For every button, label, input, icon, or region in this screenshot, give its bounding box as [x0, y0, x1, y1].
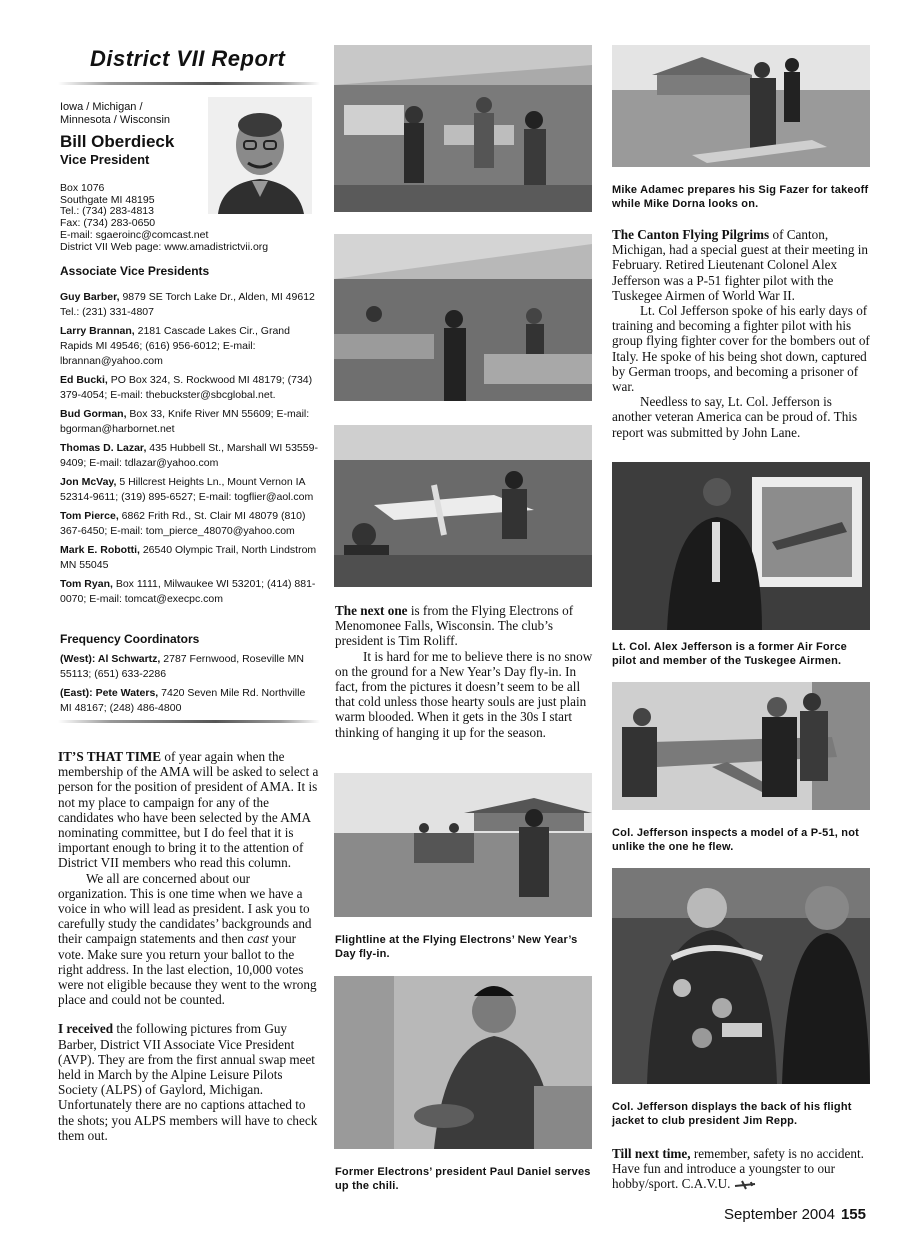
paragraph-election: IT’S THAT TIME of year again when the membership of the AMA will be asked to select a person for the position of president of AMA. It is not my place to campaign for any of the candidates who have been selected by the AMA nominating committee, but I do feel that it is important enough to bring it to the attention of District VII members who read this column. — [58, 749, 319, 871]
paragraph-till-next-time: Till next time, remember, safety is no accident. Have fun and introduce a youngster to our hobby/sport. C.A.V.U. — [612, 1146, 864, 1192]
associate-entry: Tom Pierce, 6862 Frith Rd., St. Clair MI 48079 (810) 367-6450; E-mail: tom_pierce_48070@yahoo.com — [60, 510, 306, 537]
contact-line: E-mail: sgaeroinc@comcast.net — [60, 228, 209, 241]
caption-jefferson-1: Lt. Col. Alex Jefferson is a former Air Force pilot and member of the Tuskegee Airmen. — [612, 641, 847, 667]
jefferson-photo-3 — [612, 868, 870, 1084]
photo-image — [612, 45, 870, 167]
adamec-photo — [612, 45, 870, 167]
jefferson-photo-1 — [612, 462, 870, 630]
region-line: Minnesota / Wisconsin — [60, 114, 171, 126]
swap-meet-photo-1 — [334, 45, 592, 212]
flightline-photo — [334, 773, 592, 917]
article-column-2 — [335, 603, 593, 740]
caption-jefferson-3: Col. Jefferson displays the back of his flight jacket to club president Jim Repp. — [612, 1101, 852, 1127]
associate-entry: Guy Barber, 9879 SE Torch Lake Dr., Alden, MI 49612 Tel.: (231) 331-4807 — [60, 291, 315, 318]
photo-image — [334, 976, 592, 1149]
associate-entry: Bud Gorman, Box 33, Knife River MN 55609; E-mail: bgorman@harbornet.net — [60, 408, 310, 435]
coordinator-entry: (West): Al Schwartz, 2787 Fernwood, Roseville MN 55113; (651) 633-2286 — [60, 653, 304, 680]
region-line: Iowa / Michigan / — [60, 101, 143, 113]
contact-line: Southgate MI 48195 — [60, 193, 155, 206]
sidebar-bottom-rule — [58, 720, 320, 723]
paragraph-canton: The Canton Flying Pilgrims of Canton, Michigan, had a special guest at their meeting in February. Retired Lieutenant Colonel Alex Jefferson was a P-51 fighter pilot with the Tuskegee Airmen of World War II. — [612, 227, 868, 303]
caption-flightline: Flightline at the Flying Electrons’ New Year’s Day fly-in. — [335, 934, 578, 960]
caption-adamec: Mike Adamec prepares his Sig Fazer for takeoff while Mike Dorna looks on. — [612, 184, 869, 210]
paragraph-vote: We all are concerned about our organization. This is one time when we have a voice in who will lead as president. I ask you to carefully study the candidates’ backgrounds and their campaign statements and then cast your vote. Make sure you return your ballot to the right address. In the last election, 10,000 votes were not eligible because they went to the wrong place and could not be counted. — [58, 870, 317, 1008]
vice-president-title: Vice President — [60, 152, 150, 167]
vice-president-portrait — [208, 97, 312, 214]
coordinator-entry: (East): Pete Waters, 7420 Seven Mile Rd. Northville MI 48167; (248) 486-4800 — [60, 687, 306, 714]
photo-image — [612, 868, 870, 1084]
article-closing — [612, 1146, 870, 1193]
photo-image — [334, 773, 592, 917]
associate-entry: Larry Brannan, 2181 Cascade Lakes Cir., Grand Rapids MI 49546; (616) 956-6012; E-mail: lbrannan@yahoo.com — [60, 325, 290, 367]
paragraph-jefferson-training: Lt. Col Jefferson spoke of his early days of training and becoming a fighter pilot with his group flying fighter cover for the bombers out of Italy. He spoke of his being shot down, captured by German troops, and becoming a prisoner of war. — [612, 303, 870, 395]
paragraph-jefferson-veteran: Needless to say, Lt. Col. Jefferson is another veteran America can be proud of. This report was submitted by John Lane. — [612, 394, 858, 440]
jefferson-photo-2 — [612, 682, 870, 810]
associate-entry: Jon McVay, 5 Hillcrest Heights Ln., Mount Vernon IA 52314-9611; (319) 895-6527; E-mail: togflier@aol.com — [60, 476, 314, 503]
paragraph-flying-electrons: The next one is from the Flying Electrons of Menomonee Falls, Wisconsin. The club’s president is Tim Roliff. — [335, 603, 574, 649]
caption-chili: Former Electrons’ president Paul Daniel serves up the chili. — [335, 1166, 591, 1192]
contact-line: District VII Web page: www.amadistrictvii.org — [60, 240, 269, 253]
associate-vps-list — [60, 290, 318, 611]
photo-image — [334, 425, 592, 587]
contact-line: Fax: (734) 283-0650 — [60, 217, 156, 230]
paragraph-no-snow: It is hard for me to believe there is no snow on the ground for a New Year’s Day fly-in. In fact, from the pictures it doesn’t seem to be all that cold unless those hearty souls are just plain warm blooded. When it gets in the 30s I start thinking of hanging it up for the season. — [335, 648, 593, 740]
article-column-1 — [58, 749, 320, 1143]
contact-line: Box 1076 — [60, 182, 105, 194]
associate-entry: Ed Bucki, PO Box 324, S. Rockwood MI 48179; (734) 379-4054; E-mail: thebuckster@sbcglobal.net. — [60, 374, 313, 401]
airplane-logo-icon — [734, 1178, 756, 1193]
issue-date: September 2004 — [724, 1206, 835, 1223]
frequency-coordinators-heading: Frequency Coordinators — [60, 632, 200, 646]
photo-image — [334, 234, 592, 401]
chili-photo — [334, 976, 592, 1149]
vice-president-name: Bill Oberdieck — [60, 132, 175, 151]
associate-vps-heading: Associate Vice Presidents — [60, 264, 210, 278]
title-rule — [58, 82, 320, 85]
photo-image — [612, 462, 870, 630]
region-list — [60, 101, 210, 127]
article-column-3 — [612, 227, 870, 440]
swap-meet-photo-3 — [334, 425, 592, 587]
photo-image — [334, 45, 592, 212]
associate-entry: Mark E. Robotti, 26540 Olympic Trail, North Lindstrom MN 55045 — [60, 544, 317, 571]
caption-jefferson-2: Col. Jefferson inspects a model of a P-51, not unlike the one he flew. — [612, 827, 859, 853]
photo-image — [612, 682, 870, 810]
frequency-coordinators-list — [60, 652, 318, 720]
page-number: 155 — [840, 1206, 866, 1223]
associate-entry: Tom Ryan, Box 1111, Milwaukee WI 53201; (414) 881-0070; E-mail: tomcat@execpc.com — [60, 578, 316, 605]
associate-entry: Thomas D. Lazar, 435 Hubbell St., Marshall WI 53559-9409; E-mail: tdlazar@yahoo.com — [60, 442, 318, 469]
report-title: District VII Report — [90, 46, 286, 71]
contact-line: Tel.: (734) 283-4813 — [60, 205, 154, 218]
portrait-image — [208, 97, 312, 214]
swap-meet-photo-2 — [334, 234, 592, 401]
page-footer — [724, 1206, 866, 1223]
paragraph-pictures: I received the following pictures from Guy Barber, District VII Associate Vice President (AVP). They are from the first annual swap meet held in March by the Alpine Leisure Pilots Society (ALPS) of Gaylord, Michigan. Unfortunately there are no captions attached to the shots; you ALPS members will have to check them out. — [58, 1021, 318, 1143]
